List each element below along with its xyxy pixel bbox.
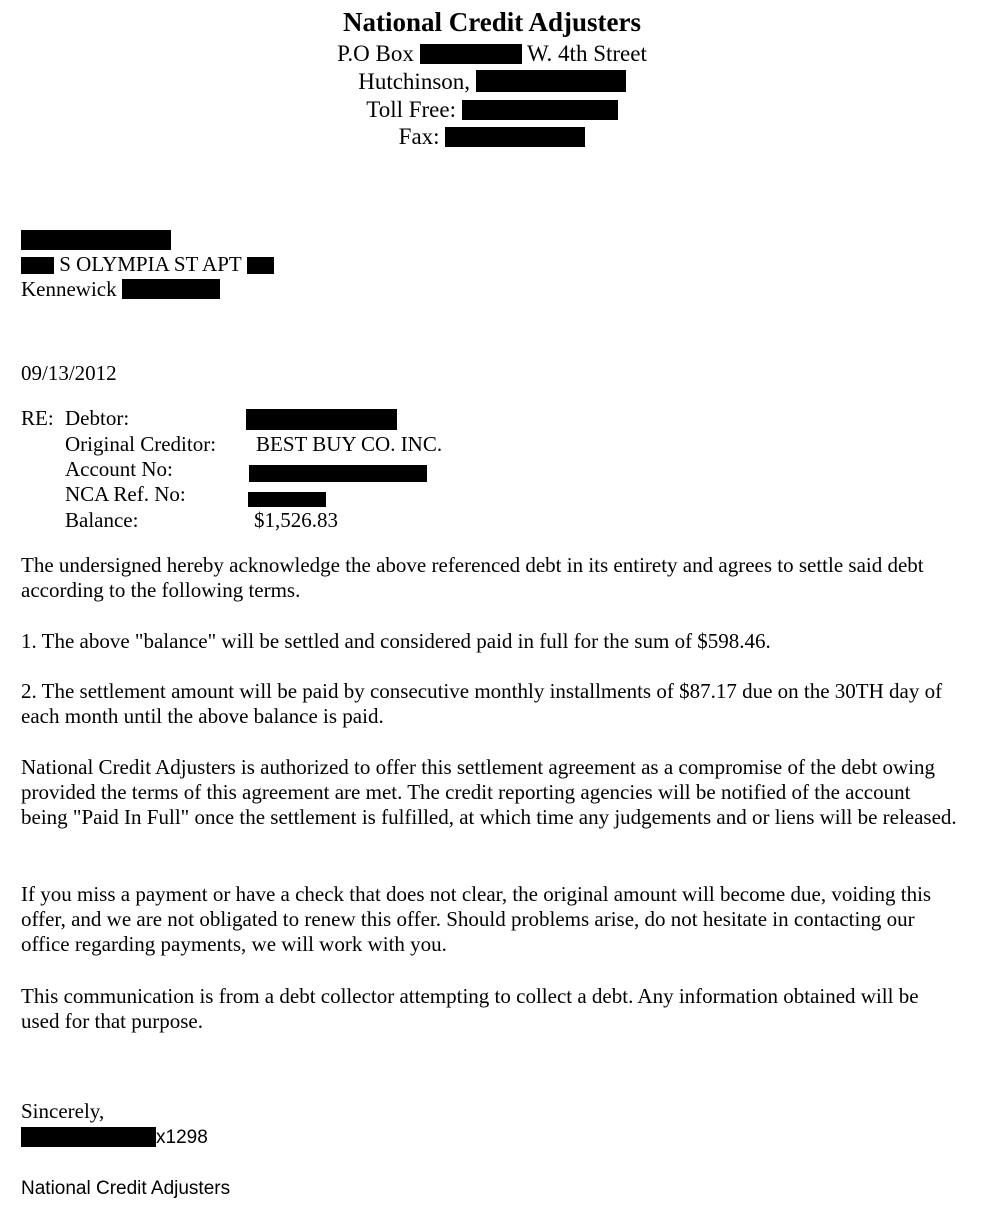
po-box-label: P.O Box [337,41,414,66]
letterhead-city-line [0,69,984,94]
balance-value: $1,526.83 [254,508,338,532]
creditor-label: Original Creditor: [65,432,217,456]
creditor-value: BEST BUY CO. INC. [256,432,443,456]
redacted-ref-number [248,492,326,507]
balance-label: Balance: [65,508,139,532]
recipient-city: Kennewick [21,277,117,301]
signature-line [21,1125,208,1150]
redacted-street-number [21,257,54,274]
debtor-value-line [246,408,397,433]
closing-company: National Credit Adjusters [21,1178,231,1199]
term-1-paragraph: 1. The above "balance" will be settled and considered paid in full for the sum of $598.46. [21,629,771,653]
redacted-recipient-name [21,230,171,250]
city-text: Hutchinson, [358,69,471,94]
disclosure-paragraph: This communication is from a debt collector attempting to collect a debt. Any information obtained will be used for that purpose. [21,984,919,1033]
redacted-debtor [246,409,397,430]
redacted-city-zip [476,70,626,92]
authorization-paragraph: National Credit Adjusters is authorized to offer this settlement agreement as a compromise of the debt owing provided the terms of this agreement are met. The credit reporting agencies will be notified of the account being "Paid In Full" once the settlement is fulfilled, at which time any judgements and or liens will be released. [21,755,957,829]
closing-salutation: Sincerely, [21,1099,105,1123]
re-prefix: RE: [21,406,54,430]
letterhead-company: National Credit Adjusters [342,7,641,37]
intro-paragraph: The undersigned hereby acknowledge the above referenced debt in its entirety and agrees to settle said debt according to the following terms. [21,553,924,602]
letter-date: 09/13/2012 [21,361,117,385]
recipient-city-line [21,277,220,302]
toll-free-label: Toll Free: [366,97,456,122]
redacted-fax [445,127,585,147]
account-label: Account No: [65,457,173,481]
ref-value-line [248,485,326,510]
redacted-signer-name [21,1127,156,1147]
recipient-street: S OLYMPIA ST APT [59,252,242,276]
recipient-street-line [21,252,274,277]
letterhead-fax-line [0,124,984,149]
term-2-paragraph: 2. The settlement amount will be paid by consecutive monthly installments of $87.17 due on the 30TH day of each month until the above balance is paid. [21,679,943,728]
letterhead-address-line [0,41,984,66]
redacted-account-number [249,465,427,482]
redacted-po-box [420,44,522,64]
redacted-toll-free [462,100,618,120]
street-text: W. 4th Street [526,41,647,66]
fax-label: Fax: [398,124,440,149]
redacted-apt-number [247,257,274,274]
missed-payment-paragraph: If you miss a payment or have a check that does not clear, the original amount will become due, voiding this offer, and we are not obligated to renew this offer. Should problems arise, do not hesitate in contacting our office regarding payments, we will work with you. [21,882,932,956]
account-value-line [249,460,427,485]
redacted-recipient-zip [122,279,220,299]
letterhead-toll-free-line [0,97,984,122]
debtor-label: Debtor: [65,406,130,430]
recipient-name-line [21,228,171,253]
signer-extension: x1298 [156,1127,208,1148]
ref-label: NCA Ref. No: [65,482,186,506]
